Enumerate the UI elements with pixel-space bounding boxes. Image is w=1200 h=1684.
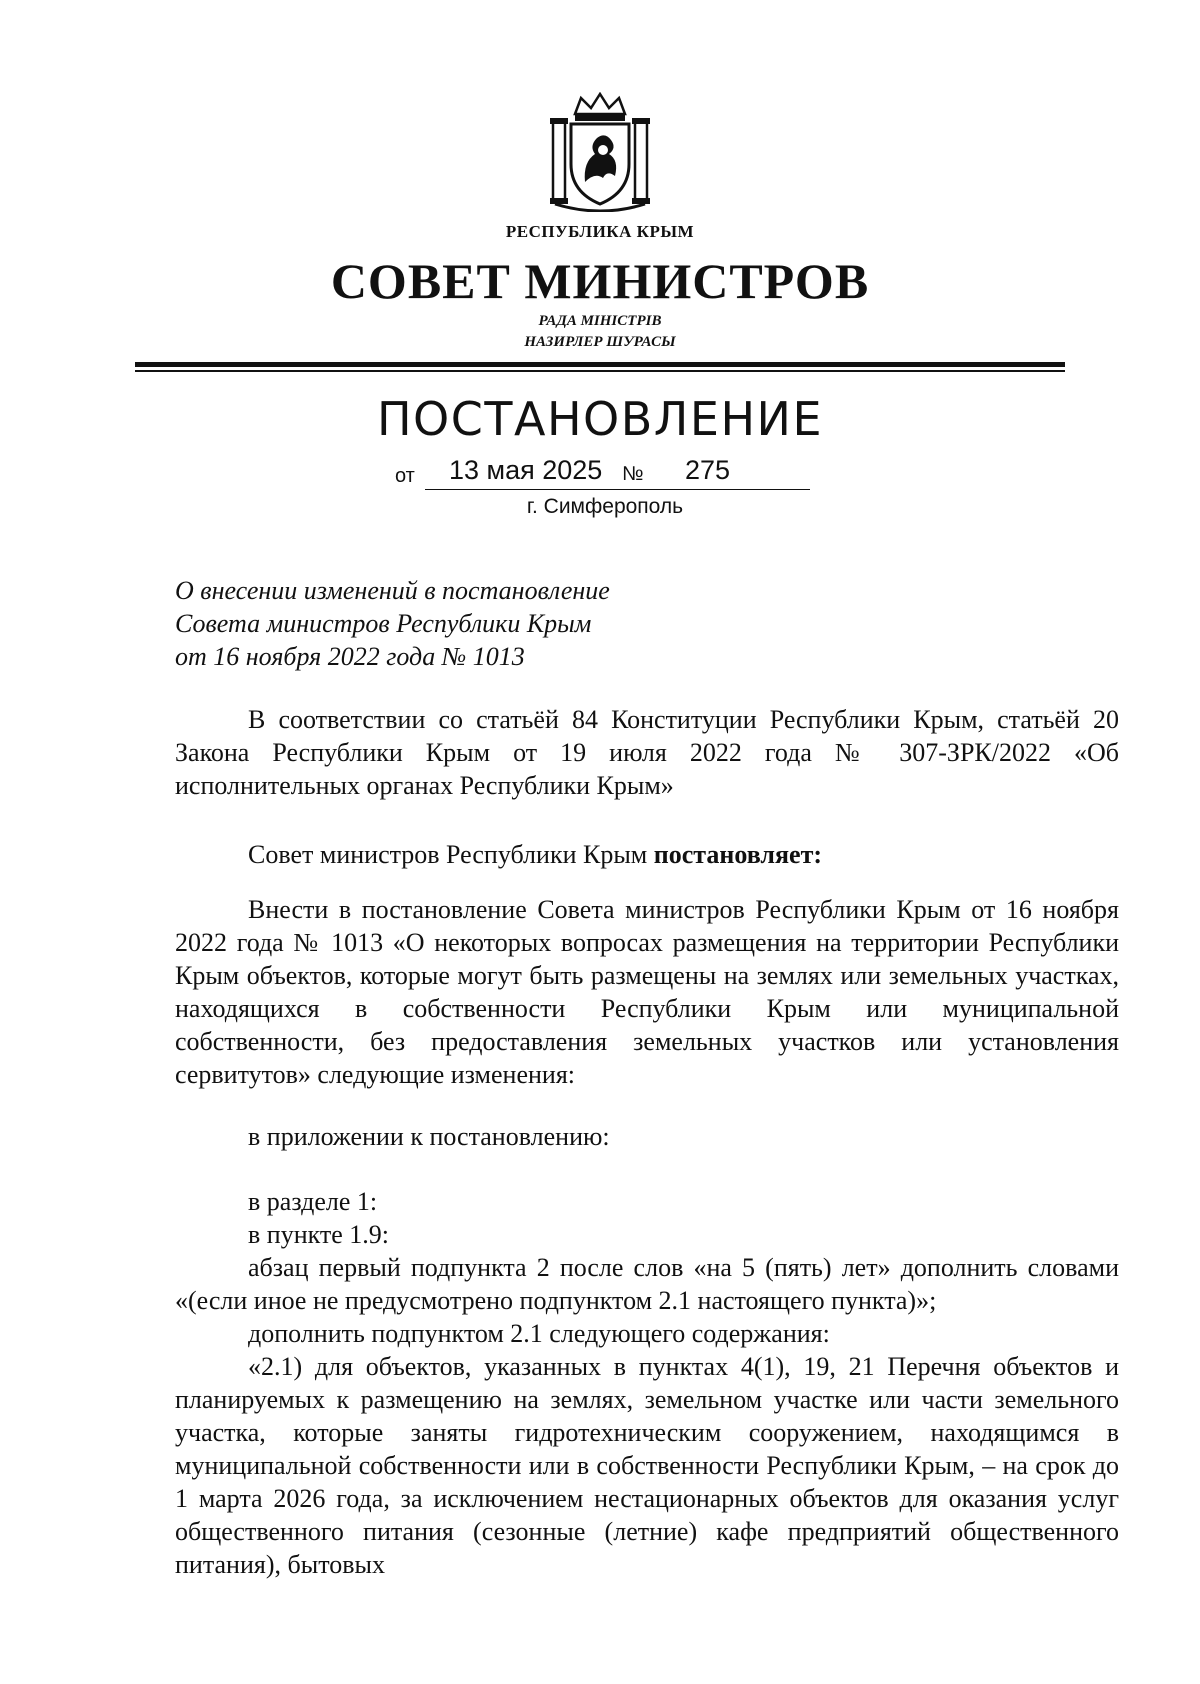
date-prefix: от [395, 465, 415, 487]
header-divider-thick [135, 362, 1065, 367]
document-number: 275 [685, 455, 731, 485]
amendment-paragraph: дополнить подпунктом 2.1 следующего содержания: [248, 1319, 830, 1348]
document-subject [175, 574, 610, 673]
basis-paragraph: В соответствии со статьёй 84 Конституции Республики Крым, статьёй 20 Закона Республики Крым от 19 июля 2022 года № 307-ЗРК/2022 «Об исполнительных органах Республики Крым» [175, 705, 1119, 800]
basis-paragraph-block [175, 703, 1119, 802]
subject-line: О внесении изменений в постановление [175, 576, 610, 605]
resolves-paragraph-block [175, 838, 1119, 871]
subject-line: Совета министров Республики Крым [175, 609, 592, 638]
number-sign: № [622, 463, 644, 485]
section-paragraph: в разделе 1: [248, 1187, 378, 1216]
resolves-text: Совет министров Республики Крым [248, 840, 654, 869]
republic-name: РЕСПУБЛИКА КРЫМ [505, 222, 695, 241]
council-title-ukrainian: РАДА МІНІСТРІВ [538, 313, 662, 329]
amendment-items-block [175, 1185, 1119, 1581]
council-title: СОВЕТ МИНИСТРОВ [330, 253, 870, 309]
amendment-paragraph: «2.1) для объектов, указанных в пунктах 4(1), 19, 21 Перечня объектов и планируемых к размещению на землях, земельном участке или части земельного участка, которые заняты гидротехническим сооружением, находящимся в муниципальной собственности или в собственности Республики Крым, – на срок до 1 марта 2026 года, за исключением нестационарных объектов для оказания услуг общественного питания (сезонные (летние) кафе предприятий общественного питания), бытовых [175, 1352, 1119, 1579]
annex-paragraph: в приложении к постановлению: [248, 1122, 610, 1151]
document-type-title: ПОСТАНОВЛЕНИЕ [376, 392, 824, 446]
date-underline [425, 489, 810, 490]
header-divider-thin [135, 370, 1065, 372]
document-city: г. Симферополь [526, 495, 684, 518]
amendment-paragraph: абзац первый подпункта 2 после слов «на 5 (пять) лет» дополнить словами «(если иное не предусмотрено подпунктом 2.1 настоящего пункта)»; [175, 1253, 1119, 1315]
amend-paragraph: Внести в постановление Совета министров Республики Крым от 16 ноября 2022 года № 1013 «О некоторых вопросах размещения на территории Республики Крым объектов, которые могут быть размещены на землях или земельных участках, находящихся в собственности Республики Крым или муниципальной собственности, без предоставления земельных участков или установления сервитутов» следующие изменения: [175, 895, 1119, 1089]
crimea-coat-of-arms-icon [545, 92, 655, 212]
resolves-keyword: постановляет: [653, 840, 823, 869]
point-paragraph: в пункте 1.9: [248, 1220, 390, 1249]
subject-line: от 16 ноября 2022 года № 1013 [175, 642, 525, 671]
resolves-paragraph [175, 838, 1119, 871]
amend-paragraph-block [175, 893, 1119, 1091]
annex-paragraph-block [175, 1120, 1119, 1153]
council-title-crimean-tatar: НАЗИРЛЕР ШУРАСЫ [524, 334, 676, 350]
document-date: 13 мая 2025 [449, 455, 603, 485]
date-number-line [395, 455, 815, 491]
